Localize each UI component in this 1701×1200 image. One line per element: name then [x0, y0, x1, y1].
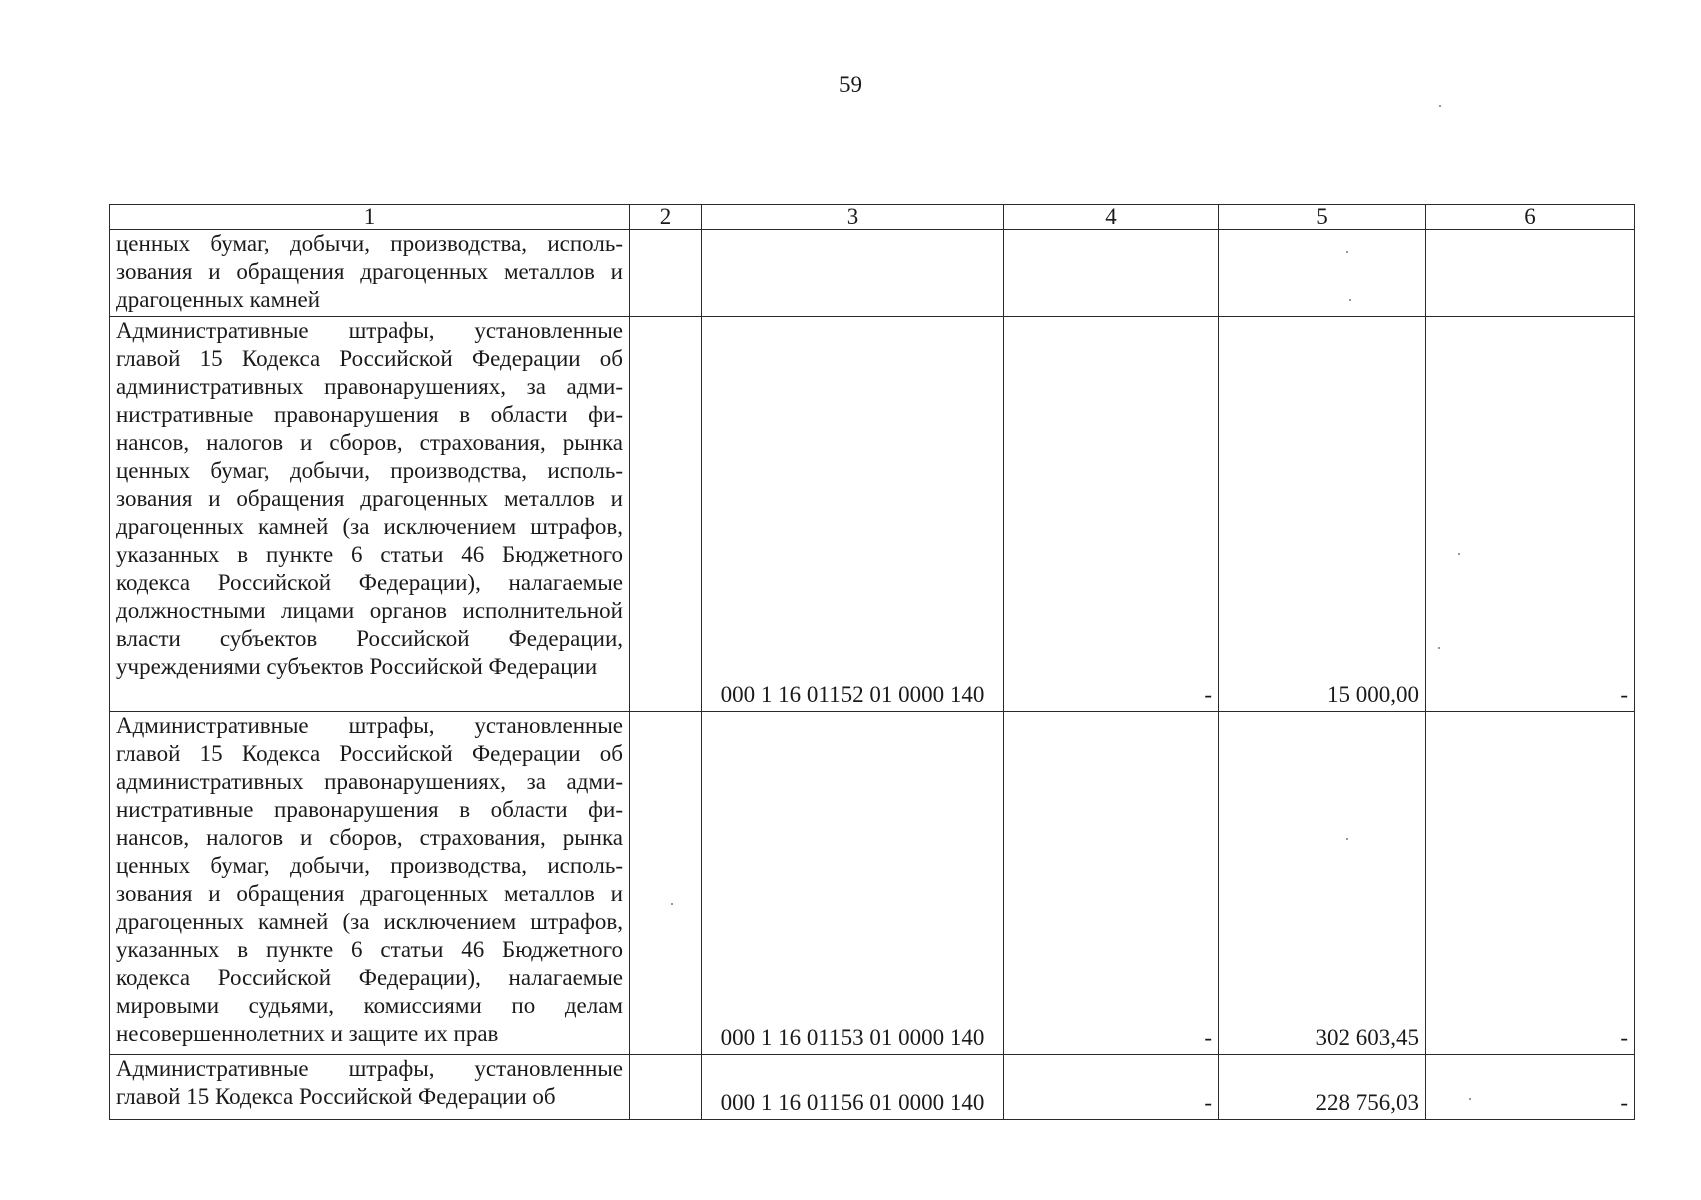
- row-col4: -: [1004, 1055, 1219, 1120]
- scan-speck: [1458, 553, 1460, 555]
- column-header-1: 1: [110, 205, 630, 230]
- column-header-6: 6: [1426, 205, 1635, 230]
- scan-speck: [1469, 1098, 1471, 1100]
- table-row: [110, 230, 1635, 317]
- row-col6: [1426, 230, 1635, 317]
- table-row: [110, 317, 1635, 712]
- row-description: Административные штрафы, установленные главой 15 Кодекса Российской Федерации об: [110, 1055, 630, 1120]
- row-code: 000 1 16 01156 01 0000 140: [702, 1055, 1004, 1120]
- row-col4: -: [1004, 317, 1219, 712]
- row-description: Административные штрафы, установленные главой 15 Кодекса Российской Федерации об административных правонарушениях, за административные правонарушения в области финансов, налогов и сборов, страхования, рынка ценных бумаг, добычи, производства, использования и обращения драгоценных металлов и драгоценных камней (за исключением штрафов, указанных в пункте 6 статьи 46 Бюджетного кодекса Российской Федерации), налагаемые должностными лицами органов исполнительной власти субъектов Российской Федерации, учреждениями субъектов Российской Федерации: [110, 317, 630, 712]
- row-col2: [630, 1055, 702, 1120]
- table-row: [110, 712, 1635, 1055]
- scan-speck: [1346, 251, 1348, 253]
- column-header-5: 5: [1219, 205, 1426, 230]
- row-col5: 228 756,03: [1219, 1055, 1426, 1120]
- table-row: [110, 1055, 1635, 1120]
- row-col2: [630, 317, 702, 712]
- scan-speck: [1438, 647, 1440, 649]
- row-col5: 302 603,45: [1219, 712, 1426, 1055]
- row-col2: [630, 230, 702, 317]
- row-description: Административные штрафы, установленные главой 15 Кодекса Российской Федерации об административных правонарушениях, за административные правонарушения в области финансов, налогов и сборов, страхования, рынка ценных бумаг, добычи, производства, использования и обращения драгоценных металлов и драгоценных камней (за исключением штрафов, указанных в пункте 6 статьи 46 Бюджетного кодекса Российской Федерации), налагаемые мировыми судьями, комиссиями по делам несовершеннолетних и защите их прав: [110, 712, 630, 1055]
- revenue-table: [109, 204, 1635, 1120]
- row-col4: -: [1004, 712, 1219, 1055]
- row-col5: [1219, 230, 1426, 317]
- row-col6: -: [1426, 317, 1635, 712]
- row-col6: -: [1426, 712, 1635, 1055]
- table-header-row: [110, 205, 1635, 230]
- scan-speck: [1349, 299, 1351, 301]
- column-header-3: 3: [702, 205, 1004, 230]
- row-code: [702, 230, 1004, 317]
- row-col2: [630, 712, 702, 1055]
- row-code: 000 1 16 01153 01 0000 140: [702, 712, 1004, 1055]
- scan-speck: [671, 903, 673, 905]
- scan-speck: [1346, 838, 1348, 840]
- row-col5: 15 000,00: [1219, 317, 1426, 712]
- row-col4: [1004, 230, 1219, 317]
- row-code: 000 1 16 01152 01 0000 140: [702, 317, 1004, 712]
- column-header-4: 4: [1004, 205, 1219, 230]
- column-header-2: 2: [630, 205, 702, 230]
- row-col6: -: [1426, 1055, 1635, 1120]
- row-description: ценных бумаг, добычи, производства, использования и обращения драгоценных металлов и драгоценных камней: [110, 230, 630, 317]
- scan-speck: [1439, 105, 1441, 107]
- page-number: 59: [839, 72, 862, 97]
